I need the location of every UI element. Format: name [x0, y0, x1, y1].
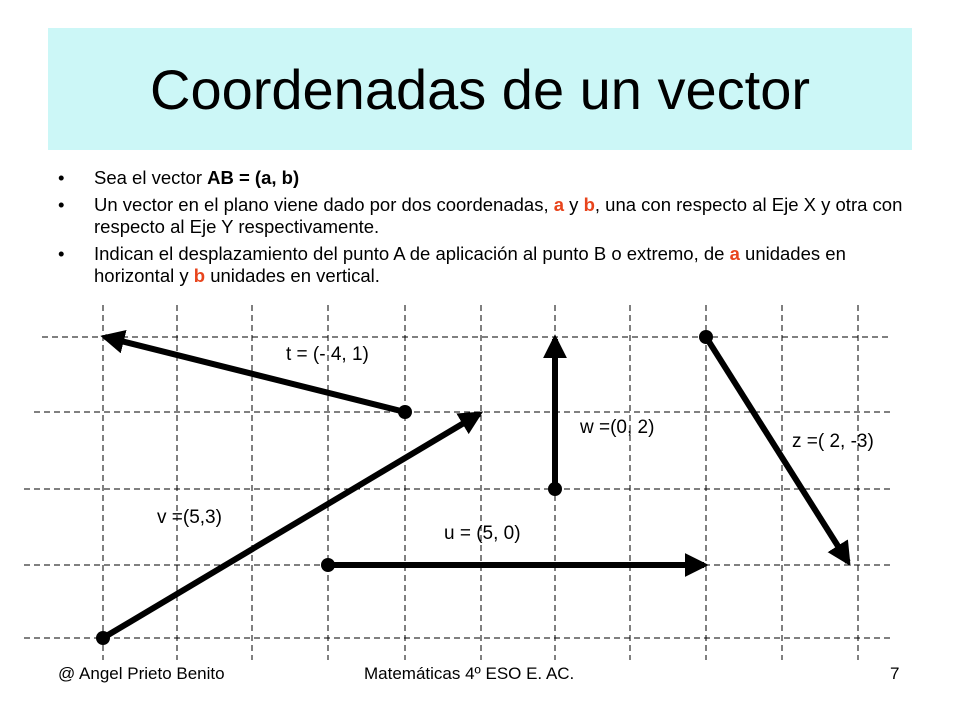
vector-formula: AB = (a, b)	[207, 167, 300, 188]
vector-t-label: t = (- 4, 1)	[286, 344, 369, 365]
bullet-2-text-1: Un vector en el plano viene dado por dos coordenadas,	[94, 194, 554, 215]
bullet-2-text-2: y	[564, 194, 584, 215]
footer-page-number: 7	[890, 664, 900, 683]
coord-a: a	[729, 243, 740, 264]
vector-u	[321, 558, 704, 572]
bullet-3-text-3: unidades en vertical.	[205, 265, 380, 286]
vector-t-origin-point	[398, 405, 412, 419]
bullet-dot: •	[58, 194, 65, 215]
vector-u-origin-point	[321, 558, 335, 572]
vector-u-label: u = (5, 0)	[444, 523, 521, 544]
coord-b: b	[583, 194, 595, 215]
bullet-3-text-1: Indican el desplazamiento del punto A de aplicación al punto B o extremo, de	[94, 243, 730, 264]
bullet-1-prefix: Sea el vector	[94, 167, 208, 188]
vector-w-origin-point	[548, 482, 562, 496]
bullet-2-text-3: , una con respecto al Eje X y otra con respecto al Eje Y respectivamente.	[94, 194, 903, 237]
slide-title: Coordenadas de un vector	[150, 58, 810, 121]
bullet-dot: •	[58, 167, 65, 188]
vector-v-origin-point	[96, 631, 110, 645]
bullet-3-text-2: unidades en horizontal y	[94, 243, 846, 286]
footer-author: @ Angel Prieto Benito	[58, 664, 225, 683]
vector-w-label: w =(0, 2)	[580, 417, 655, 438]
vector-v	[96, 414, 479, 645]
coord-a: a	[553, 194, 565, 215]
vector-z-label: z =( 2, -3)	[792, 431, 874, 452]
vector-v-label: v =(5,3)	[157, 507, 222, 528]
footer-course: Matemáticas 4º ESO E. AC.	[364, 664, 575, 683]
vector-w	[548, 339, 562, 496]
bullet-dot: •	[58, 243, 65, 264]
vector-z-origin-point	[699, 330, 713, 344]
coord-b: b	[193, 265, 206, 286]
